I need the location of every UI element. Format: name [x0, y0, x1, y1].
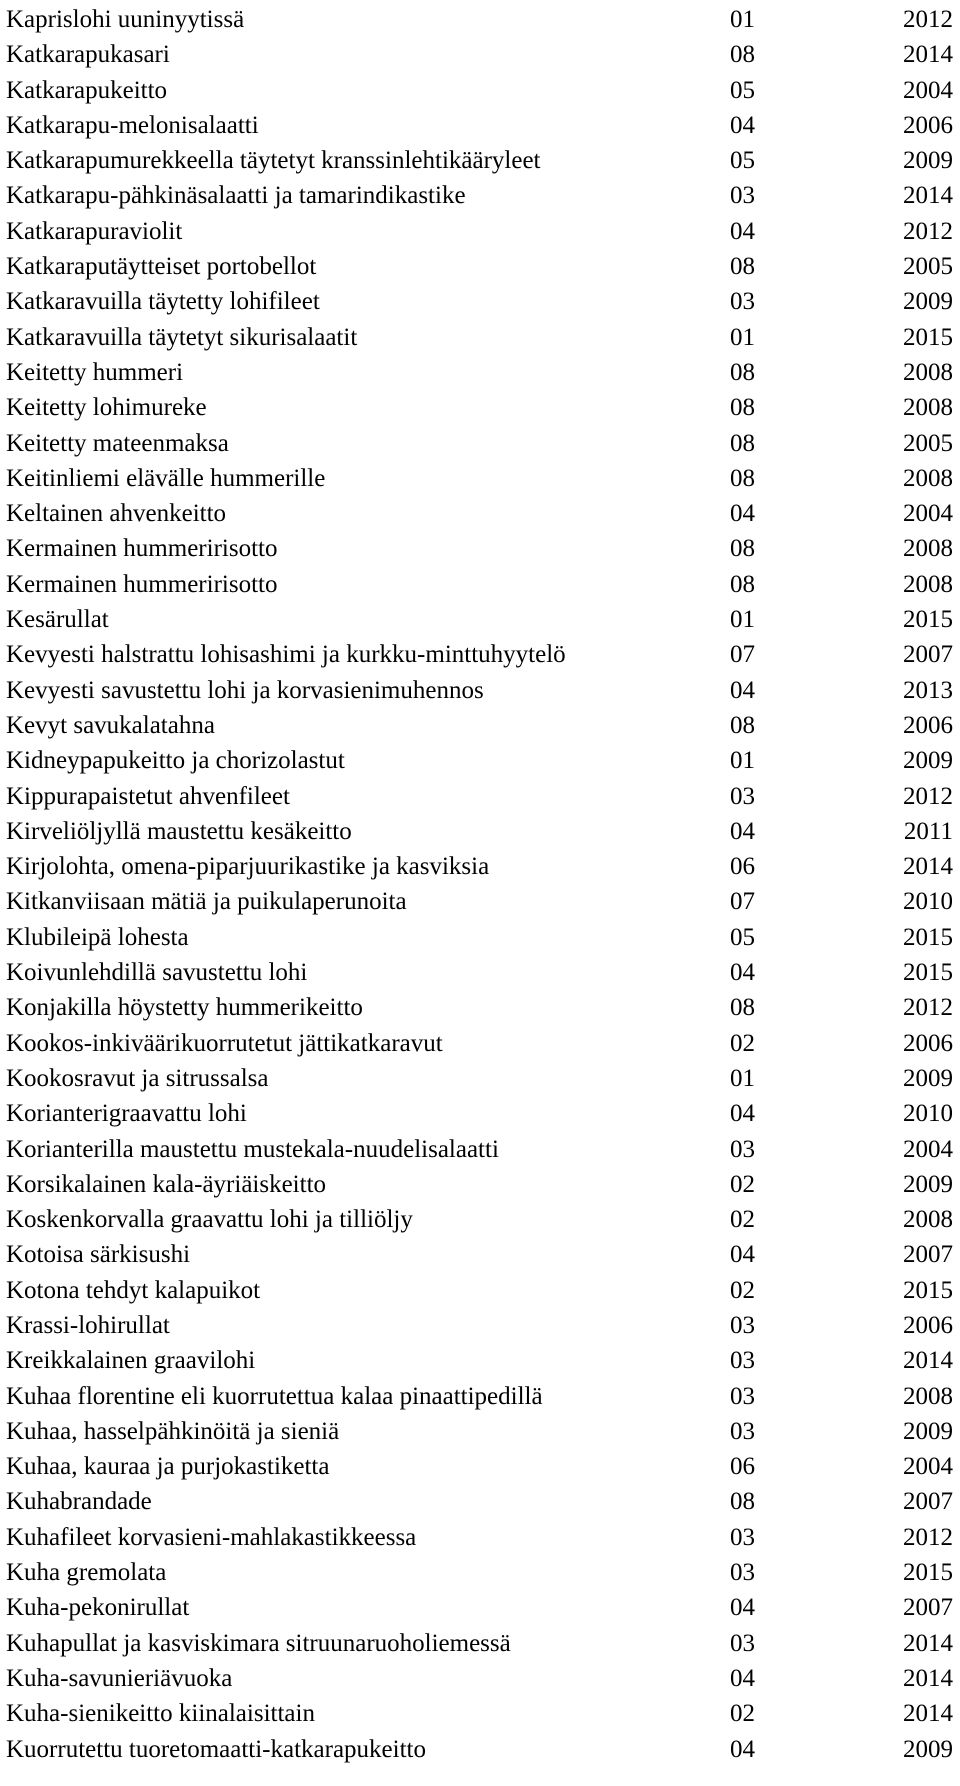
- recipe-year: 2014: [903, 1629, 953, 1657]
- recipe-issue-number: 05: [730, 147, 755, 175]
- recipe-issue-number: 03: [730, 1311, 755, 1339]
- recipe-row: [0, 567, 960, 602]
- recipe-issue-number: 08: [730, 1488, 755, 1516]
- recipe-row: [0, 920, 960, 955]
- recipe-year: 2014: [903, 853, 953, 881]
- recipe-year: 2012: [903, 217, 953, 245]
- recipe-name: Kippurapaistetut ahvenfileet: [6, 782, 290, 810]
- recipe-name: Kidneypapukeitto ja chorizolastut: [6, 747, 345, 775]
- recipe-year: 2008: [903, 1382, 953, 1410]
- recipe-name: Kuhaa florentine eli kuorrutettua kalaa pinaattipedillä: [6, 1382, 543, 1410]
- recipe-name: Korianterilla maustettu mustekala-nuudelisalaatti: [6, 1135, 499, 1163]
- recipe-year: 2012: [903, 782, 953, 810]
- recipe-row: [0, 1555, 960, 1590]
- recipe-name: Koskenkorvalla graavattu lohi ja tilliöljy: [6, 1206, 413, 1234]
- recipe-name: Klubileipä lohesta: [6, 923, 189, 951]
- recipe-year: 2005: [903, 429, 953, 457]
- recipe-name: Kuha gremolata: [6, 1559, 167, 1587]
- recipe-year: 2006: [903, 1311, 953, 1339]
- recipe-year: 2004: [903, 1453, 953, 1481]
- recipe-issue-number: 08: [730, 253, 755, 281]
- recipe-issue-number: 03: [730, 1347, 755, 1375]
- recipe-issue-number: 04: [730, 1241, 755, 1269]
- recipe-name: Kitkanviisaan mätiä ja puikulaperunoita: [6, 888, 407, 916]
- recipe-year: 2015: [903, 1559, 953, 1587]
- recipe-issue-number: 04: [730, 1664, 755, 1692]
- recipe-year: 2010: [903, 888, 953, 916]
- recipe-name: Konjakilla höystetty hummerikeitto: [6, 994, 363, 1022]
- recipe-name: Katkaravuilla täytetty lohifileet: [6, 288, 320, 316]
- recipe-row: [0, 708, 960, 743]
- recipe-issue-number: 04: [730, 1100, 755, 1128]
- recipe-year: 2014: [903, 1347, 953, 1375]
- recipe-name: Kevyesti savustettu lohi ja korvasienimuhennos: [6, 676, 484, 704]
- recipe-issue-number: 08: [730, 570, 755, 598]
- recipe-name: Korianterigraavattu lohi: [6, 1100, 247, 1128]
- recipe-year: 2013: [903, 676, 953, 704]
- recipe-name: Keitetty mateenmaksa: [6, 429, 229, 457]
- recipe-row: [0, 1414, 960, 1449]
- recipe-issue-number: 03: [730, 1417, 755, 1445]
- recipe-year: 2010: [903, 1100, 953, 1128]
- recipe-issue-number: 01: [730, 606, 755, 634]
- recipe-year: 2009: [903, 1064, 953, 1092]
- recipe-name: Keitetty lohimureke: [6, 394, 207, 422]
- recipe-year: 2007: [903, 1594, 953, 1622]
- recipe-row: [0, 779, 960, 814]
- recipe-issue-number: 08: [730, 711, 755, 739]
- recipe-name: Keltainen ahvenkeitto: [6, 500, 227, 528]
- recipe-year: 2008: [903, 1206, 953, 1234]
- recipe-issue-number: 08: [730, 464, 755, 492]
- recipe-row: [0, 1590, 960, 1625]
- recipe-issue-number: 04: [730, 959, 755, 987]
- recipe-row: [0, 461, 960, 496]
- recipe-name: Kesärullat: [6, 606, 109, 634]
- recipe-row: [0, 1167, 960, 1202]
- recipe-year: 2008: [903, 570, 953, 598]
- recipe-issue-number: 03: [730, 782, 755, 810]
- recipe-year: 2015: [903, 606, 953, 634]
- recipe-row: [0, 743, 960, 778]
- recipe-issue-number: 07: [730, 888, 755, 916]
- recipe-row: [0, 1061, 960, 1096]
- recipe-row: [0, 531, 960, 566]
- recipe-name: Katkarapumurekkeella täytetyt kranssinlehtikääryleet: [6, 147, 541, 175]
- recipe-name: Korsikalainen kala-äyriäiskeitto: [6, 1170, 327, 1198]
- recipe-year: 2009: [903, 747, 953, 775]
- recipe-name: Kirveliöljyllä maustettu kesäkeitto: [6, 817, 352, 845]
- recipe-year: 2009: [903, 147, 953, 175]
- recipe-issue-number: 08: [730, 41, 755, 69]
- recipe-issue-number: 02: [730, 1206, 755, 1234]
- recipe-name: Kevyt savukalatahna: [6, 711, 215, 739]
- recipe-name: Kuha-savunieriävuoka: [6, 1664, 233, 1692]
- recipe-year: 2009: [903, 1170, 953, 1198]
- recipe-row: [0, 814, 960, 849]
- recipe-name: Keitetty hummeri: [6, 358, 184, 386]
- recipe-row: [0, 496, 960, 531]
- recipe-year: 2012: [903, 994, 953, 1022]
- recipe-year: 2007: [903, 641, 953, 669]
- recipe-name: Katkaraputäytteiset portobellot: [6, 253, 317, 281]
- recipe-name: Kermainen hummeririsotto: [6, 535, 278, 563]
- recipe-issue-number: 04: [730, 111, 755, 139]
- recipe-year: 2012: [903, 6, 953, 33]
- recipe-year: 2011: [903, 817, 953, 845]
- recipe-year: 2015: [903, 959, 953, 987]
- recipe-year: 2014: [903, 182, 953, 210]
- recipe-name: Kookosravut ja sitrussalsa: [6, 1064, 269, 1092]
- recipe-issue-number: 03: [730, 1382, 755, 1410]
- recipe-year: 2015: [903, 323, 953, 351]
- recipe-issue-number: 08: [730, 994, 755, 1022]
- recipe-name: Kotona tehdyt kalapuikot: [6, 1276, 261, 1304]
- recipe-name: Kuha-pekonirullat: [6, 1594, 190, 1622]
- recipe-row: [0, 426, 960, 461]
- recipe-row: [0, 284, 960, 319]
- recipe-row: [0, 1132, 960, 1167]
- recipe-row: [0, 108, 960, 143]
- recipe-issue-number: 05: [730, 923, 755, 951]
- recipe-name: Kuhaa, hasselpähkinöitä ja sieniä: [6, 1417, 340, 1445]
- recipe-row: [0, 1449, 960, 1484]
- recipe-row: [0, 1343, 960, 1378]
- recipe-year: 2004: [903, 500, 953, 528]
- recipe-issue-number: 08: [730, 429, 755, 457]
- recipe-row: [0, 320, 960, 355]
- recipe-issue-number: 01: [730, 6, 755, 33]
- recipe-row: [0, 37, 960, 72]
- recipe-row: [0, 214, 960, 249]
- recipe-name: Koivunlehdillä savustettu lohi: [6, 959, 308, 987]
- recipe-row: [0, 143, 960, 178]
- recipe-issue-number: 04: [730, 1594, 755, 1622]
- recipe-name: Katkarapukasari: [6, 41, 170, 69]
- recipe-issue-number: 03: [730, 1523, 755, 1551]
- recipe-year: 2008: [903, 394, 953, 422]
- recipe-row: [0, 249, 960, 284]
- recipe-row: [0, 1520, 960, 1555]
- recipe-year: 2015: [903, 923, 953, 951]
- recipe-year: 2014: [903, 41, 953, 69]
- recipe-name: Kuha-sienikeitto kiinalaisittain: [6, 1700, 315, 1728]
- recipe-year: 2004: [903, 1135, 953, 1163]
- recipe-year: 2015: [903, 1276, 953, 1304]
- recipe-name: Kreikkalainen graavilohi: [6, 1347, 256, 1375]
- recipe-name: Kermainen hummeririsotto: [6, 570, 278, 598]
- recipe-year: 2008: [903, 464, 953, 492]
- recipe-row: [0, 673, 960, 708]
- recipe-issue-number: 04: [730, 217, 755, 245]
- recipe-row: [0, 884, 960, 919]
- recipe-name: Kookos-inkiväärikuorrutetut jättikatkaravut: [6, 1029, 443, 1057]
- recipe-year: 2014: [903, 1664, 953, 1692]
- recipe-row: [0, 73, 960, 108]
- recipe-name: Kuhafileet korvasieni-mahlakastikkeessa: [6, 1523, 417, 1551]
- recipe-year: 2007: [903, 1241, 953, 1269]
- recipe-issue-number: 03: [730, 288, 755, 316]
- recipe-year: 2004: [903, 76, 953, 104]
- recipe-name: Katkarapu-melonisalaatti: [6, 111, 259, 139]
- recipe-name: Katkaravuilla täytetyt sikurisalaatit: [6, 323, 358, 351]
- recipe-row: [0, 2, 960, 37]
- recipe-year: 2009: [903, 1417, 953, 1445]
- recipe-issue-number: 05: [730, 76, 755, 104]
- recipe-issue-number: 03: [730, 1559, 755, 1587]
- recipe-name: Kotoisa särkisushi: [6, 1241, 191, 1269]
- recipe-name: Keitinliemi elävälle hummerille: [6, 464, 326, 492]
- recipe-issue-number: 04: [730, 676, 755, 704]
- recipe-year: 2005: [903, 253, 953, 281]
- recipe-issue-number: 03: [730, 182, 755, 210]
- recipe-row: [0, 1308, 960, 1343]
- recipe-row: [0, 955, 960, 990]
- recipe-year: 2012: [903, 1523, 953, 1551]
- recipe-year: 2006: [903, 711, 953, 739]
- recipe-row: [0, 1273, 960, 1308]
- recipe-row: [0, 602, 960, 637]
- recipe-row: [0, 1626, 960, 1661]
- recipe-name: Kuhapullat ja kasviskimara sitruunaruoholiemessä: [6, 1629, 511, 1657]
- recipe-year: 2008: [903, 535, 953, 563]
- recipe-issue-number: 02: [730, 1700, 755, 1728]
- recipe-issue-number: 02: [730, 1276, 755, 1304]
- recipe-row: [0, 1202, 960, 1237]
- recipe-row: [0, 637, 960, 672]
- recipe-name: Krassi-lohirullat: [6, 1311, 170, 1339]
- recipe-row: [0, 1237, 960, 1272]
- recipe-issue-number: 01: [730, 747, 755, 775]
- recipe-issue-number: 01: [730, 323, 755, 351]
- recipe-issue-number: 03: [730, 1135, 755, 1163]
- recipe-issue-number: 02: [730, 1170, 755, 1198]
- recipe-name: Katkarapu-pähkinäsalaatti ja tamarindikastike: [6, 182, 466, 210]
- recipe-issue-number: 08: [730, 535, 755, 563]
- recipe-row: [0, 355, 960, 390]
- recipe-issue-number: 03: [730, 1629, 755, 1657]
- recipe-row: [0, 390, 960, 425]
- recipe-year: 2007: [903, 1488, 953, 1516]
- recipe-name: Kuhabrandade: [6, 1488, 152, 1516]
- recipe-row: [0, 1026, 960, 1061]
- recipe-name: Katkarapuraviolit: [6, 217, 183, 245]
- recipe-name: Kaprislohi uuninyytissä: [6, 6, 245, 33]
- recipe-row: [0, 1732, 960, 1767]
- recipe-issue-number: 04: [730, 817, 755, 845]
- recipe-row: [0, 990, 960, 1025]
- recipe-issue-number: 07: [730, 641, 755, 669]
- recipe-year: 2009: [903, 288, 953, 316]
- recipe-row: [0, 849, 960, 884]
- recipe-issue-number: 02: [730, 1029, 755, 1057]
- recipe-row: [0, 178, 960, 213]
- recipe-issue-number: 08: [730, 358, 755, 386]
- recipe-year: 2006: [903, 111, 953, 139]
- recipe-year: 2009: [903, 1735, 953, 1763]
- recipe-name: Katkarapukeitto: [6, 76, 168, 104]
- recipe-issue-number: 06: [730, 853, 755, 881]
- recipe-name: Kevyesti halstrattu lohisashimi ja kurkku-minttuhyytelö: [6, 641, 566, 669]
- recipe-year: 2006: [903, 1029, 953, 1057]
- recipe-row: [0, 1096, 960, 1131]
- recipe-issue-number: 04: [730, 1735, 755, 1763]
- recipe-issue-number: 01: [730, 1064, 755, 1092]
- recipe-name: Kirjolohta, omena-piparjuurikastike ja kasviksia: [6, 853, 490, 881]
- recipe-year: 2008: [903, 358, 953, 386]
- recipe-name: Kuhaa, kauraa ja purjokastiketta: [6, 1453, 330, 1481]
- recipe-row: [0, 1661, 960, 1696]
- recipe-row: [0, 1484, 960, 1519]
- recipe-issue-number: 06: [730, 1453, 755, 1481]
- recipe-row: [0, 1379, 960, 1414]
- recipe-year: 2014: [903, 1700, 953, 1728]
- recipe-issue-number: 08: [730, 394, 755, 422]
- recipe-issue-number: 04: [730, 500, 755, 528]
- recipe-name: Kuorrutettu tuoretomaatti-katkarapukeitto: [6, 1735, 426, 1763]
- recipe-row: [0, 1696, 960, 1731]
